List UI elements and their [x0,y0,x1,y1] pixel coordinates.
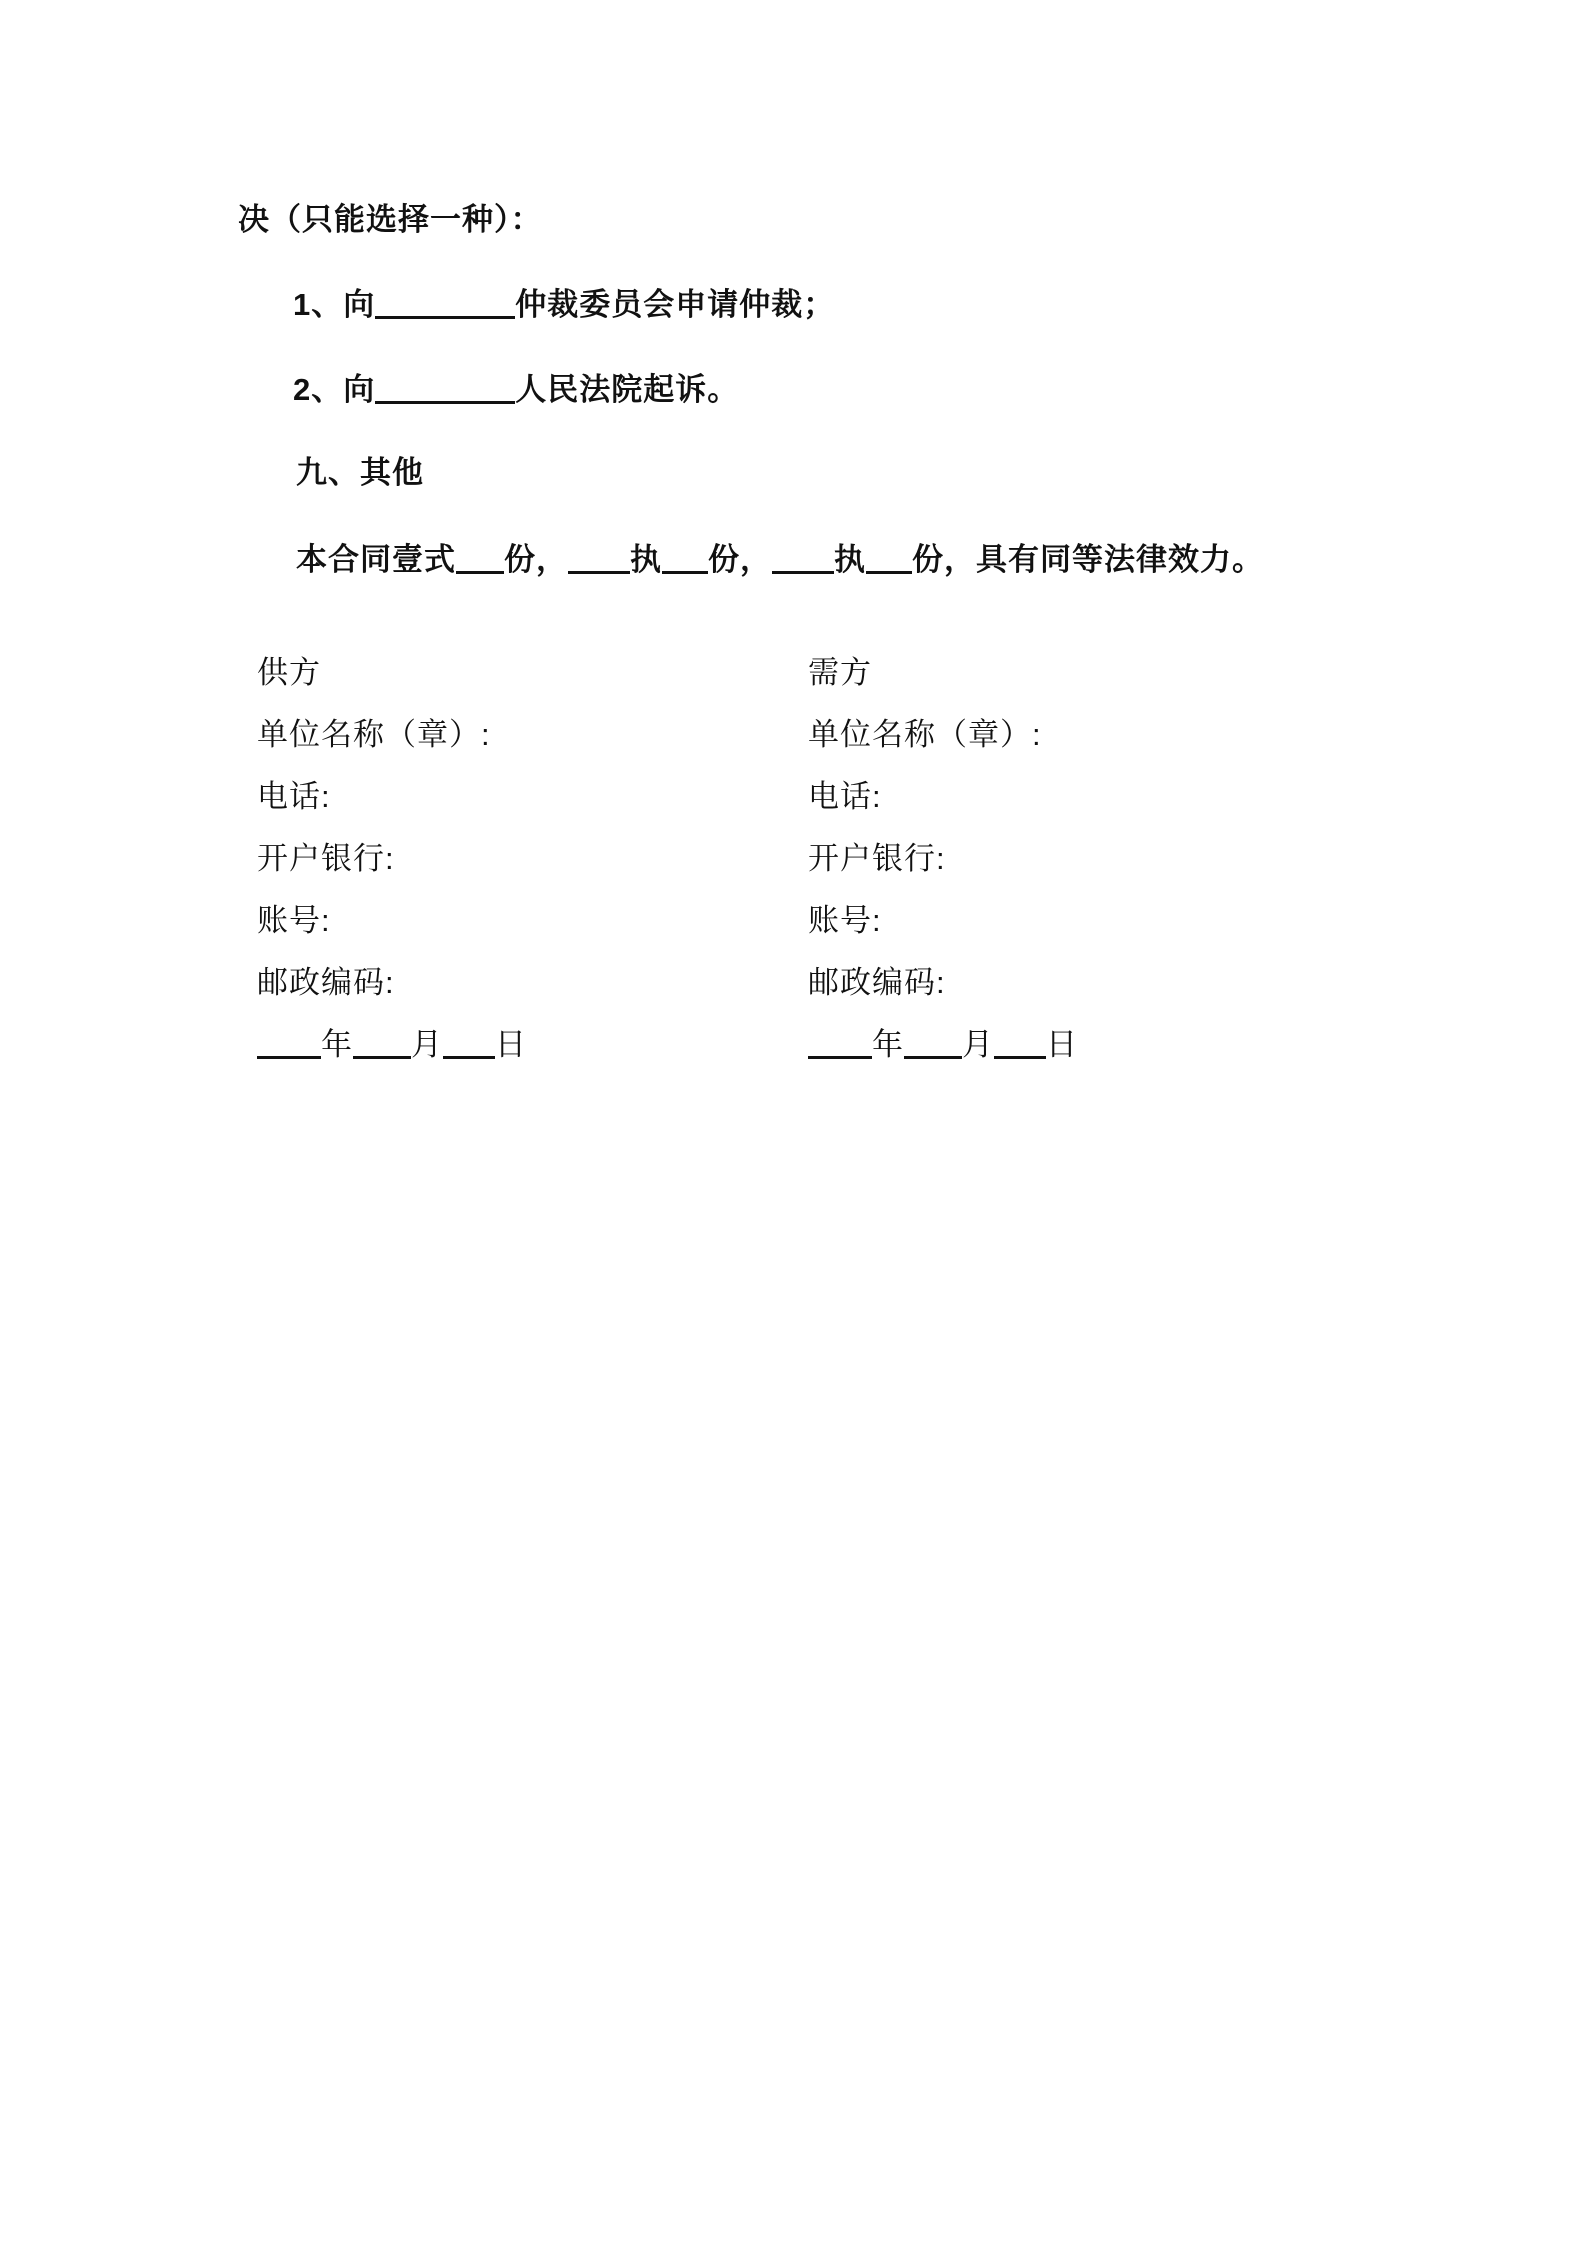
supplier-bank-label: 开户银行: [257,841,395,876]
dispute-lead-text: 决（只能选择一种）： [238,202,543,237]
day-label: 日 [495,1027,527,1062]
copies-clause-seg5: 执 [834,542,866,577]
arbitration-option-suffix: 仲裁委员会申请仲裁； [515,287,836,322]
blank-line [772,563,834,574]
month-label: 月 [962,1027,994,1062]
litigation-option-prefix: 2、向 [293,372,376,407]
blank-line [375,393,515,404]
buyer-account-label: 账号: [808,903,882,938]
blank-line [808,1048,872,1059]
supplier-date-line [257,1027,527,1063]
day-label: 日 [1046,1027,1078,1062]
supplier-company-name-label: 单位名称（章）: [257,717,491,752]
supplier-signature-block [257,655,527,1089]
blank-line [904,1048,962,1059]
buyer-company-name-label: 单位名称（章）: [808,717,1042,752]
blank-line [257,1048,321,1059]
supplier-phone-label: 电话: [257,779,331,814]
supplier-account-label: 账号: [257,903,331,938]
buyer-phone-label: 电话: [808,779,882,814]
copies-clause [296,542,1264,578]
blank-line [866,563,912,574]
arbitration-option [293,287,835,323]
buyer-date-line [808,1027,1078,1063]
blank-line [662,563,708,574]
copies-clause-seg4: 份， [708,542,772,577]
blank-line [568,563,630,574]
blank-line [994,1048,1046,1059]
copies-clause-seg1: 本合同壹式 [296,542,456,577]
blank-line [456,563,504,574]
copies-clause-seg3: 执 [630,542,662,577]
supplier-postal-code-label: 邮政编码: [257,965,395,1000]
litigation-option [293,372,739,408]
blank-line [375,308,515,319]
buyer-postal-code-label: 邮政编码: [808,965,946,1000]
blank-line [443,1048,495,1059]
year-label: 年 [872,1027,904,1062]
copies-clause-seg2: 份， [504,542,568,577]
year-label: 年 [321,1027,353,1062]
month-label: 月 [411,1027,443,1062]
buyer-title: 需方 [808,655,872,690]
buyer-signature-block [808,655,1078,1089]
litigation-option-suffix: 人民法院起诉。 [515,372,740,407]
buyer-bank-label: 开户银行: [808,841,946,876]
blank-line [353,1048,411,1059]
copies-clause-seg6: 份，具有同等法律效力。 [912,542,1264,577]
supplier-title: 供方 [257,655,321,690]
arbitration-option-prefix: 1、向 [293,287,376,322]
section-heading-other: 九、其他 [296,455,424,490]
